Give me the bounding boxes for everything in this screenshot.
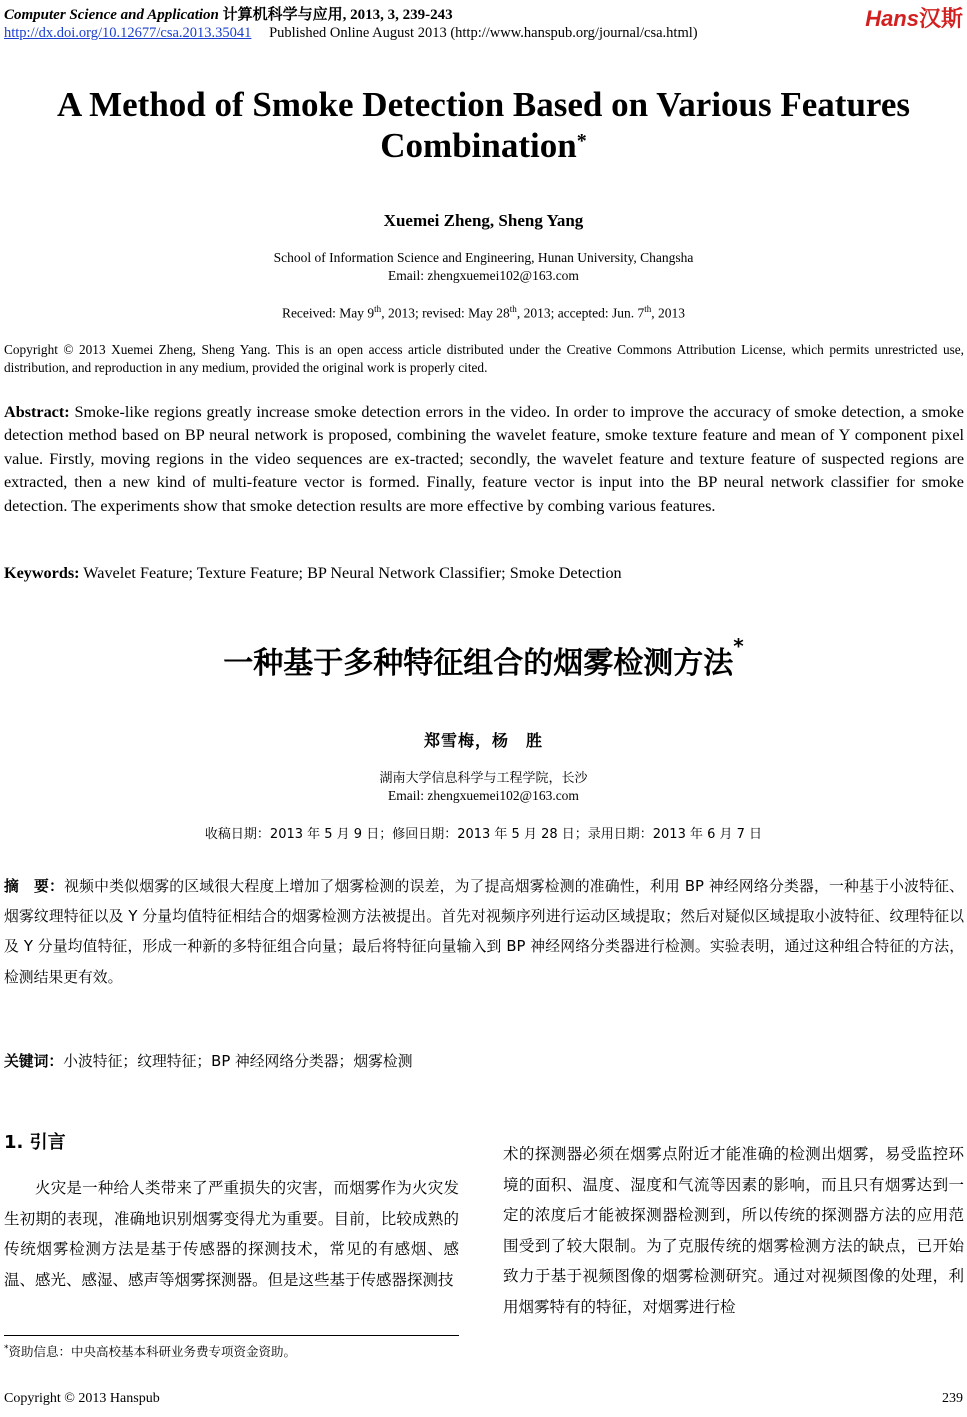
chinese-abstract-label: 摘 要：	[4, 878, 65, 895]
section-heading-introduction: 1. 引言	[4, 1132, 66, 1153]
english-email: Email: zhengxuemei102@163.com	[388, 268, 579, 283]
chinese-keywords	[4, 1050, 964, 1071]
abstract-label: Abstract:	[4, 403, 70, 421]
footnote-divider	[4, 1335, 459, 1336]
body-right-column: 术的探测器必须在烟雾点附近才能准确的检测出烟雾，易受监控环境的面积、温度、湿度和气流等因素的影响，而且只有烟雾达到一定的浓度后才能被探测器检测到，所以传统的探测器方法的应用范围受到了较大限制。为了克服传统的烟雾检测方法的缺点，已开始致力于基于视频图像的烟雾检测研究。通过对视频图像的处理，利用烟雾特有的特征，对烟雾进行检	[503, 1145, 964, 1316]
ordinal-suffix: th	[509, 304, 517, 314]
funding-footnote	[4, 1342, 296, 1360]
title-footnote-mark: *	[576, 130, 587, 152]
footnote-text: 资助信息：中央高校基本科研业务费专项资金资助。	[8, 1344, 297, 1359]
logo-text-en: Hans	[865, 6, 919, 31]
copyright-notice: Copyright © 2013 Xuemei Zheng, Sheng Yang. This is an open access article distributed under the Creative Commons Attribution License, which permits unrestricted use, distribution, and reproduction in any medium, provided the original work is properly cited.	[4, 342, 964, 375]
published-info: Published Online August 2013 (http://www.hanspub.org/journal/csa.html)	[269, 25, 698, 41]
chinese-keywords-label: 关键词：	[4, 1053, 64, 1070]
english-affiliation: School of Information Science and Engineering, Hunan University, Changsha	[273, 250, 694, 265]
volume-info: , 2013, 3, 239-243	[342, 7, 453, 23]
chinese-dates: 收稿日期：2013 年 5 月 9 日；修回日期：2013 年 5 月 28 日；录用日期：2013 年 6 月 7 日	[204, 827, 763, 842]
body-left-column: 火灾是一种给人类带来了严重损失的灾害，而烟雾作为火灾发生初期的表现，准确地识别烟雾变得尤为重要。目前，比较成熟的传统烟雾检测方法是基于传感器的探测技术，常见的有感烟、感温、感光、感湿、感声等烟雾探测器。但是这些基于传感器探测技	[4, 1179, 459, 1289]
journal-name-en: Computer Science and Application	[4, 7, 219, 23]
ordinal-suffix: th	[374, 304, 382, 314]
chinese-abstract	[4, 872, 964, 993]
journal-header	[4, 3, 453, 24]
journal-name-cn: 计算机科学与应用	[222, 7, 343, 23]
abstract-text: Smoke-like regions greatly increase smoke detection errors in the video. In order to improve the accuracy of smoke detection, a smoke detection method based on BP neural network is proposed, combining the wavelet feature, smoke texture feature and mean of Y component pixel value. Firstly, moving regions in the video sequences are ex-tracted; secondly, the wavelet feature and texture feature of suspected regions are extracted, then a new kind of multi-feature vector is formed. Finally, feature vector is input into the BP neural network classifier for smoke detection. The experiments show that smoke detection results are more effective by combing various features.	[4, 403, 964, 515]
chinese-keywords-text: 小波特征；纹理特征；BP 神经网络分类器；烟雾检测	[63, 1053, 413, 1070]
chinese-title	[0, 634, 967, 682]
page-number: 239	[942, 1391, 963, 1406]
english-keywords	[4, 564, 964, 583]
ordinal-suffix: th	[644, 304, 652, 314]
publisher-logo	[865, 2, 963, 33]
received-part: Received: May 9	[281, 305, 375, 321]
keywords-label: Keywords:	[4, 564, 80, 582]
footer-copyright: Copyright © 2013 Hanspub	[4, 1391, 160, 1406]
chinese-email: Email: zhengxuemei102@163.com	[388, 788, 579, 803]
chinese-abstract-text: 视频中类似烟雾的区域很大程度上增加了烟雾检测的误差，为了提高烟雾检测的准确性，利用 BP 神经网络分类器，一种基于小波特征、烟雾纹理特征以及 Y 分量均值特征相结合的烟雾检测方法被提出。首先对视频序列进行运动区域提取；然后对疑似区域提取小波特征、纹理特征以及 Y 分量均值特征，形成一种新的多特征组合向量；最后将特征向量输入到 BP 神经网络分类器进行检测。实验表明，通过这种组合特征的方法，检测结果更有效。	[4, 878, 964, 986]
english-abstract	[4, 401, 964, 518]
revised-part: , 2013; revised: May 28	[381, 305, 510, 321]
doi-link[interactable]: http://dx.doi.org/10.12677/csa.2013.35041	[4, 25, 252, 41]
logo-text-cn: 汉斯	[918, 6, 963, 31]
chinese-title-mark: *	[733, 634, 744, 658]
year-part: , 2013	[651, 305, 686, 321]
accepted-part: , 2013; accepted: Jun. 7	[516, 305, 645, 321]
received-dates	[0, 304, 967, 322]
english-title-line1: A Method of Smoke Detection Based on Various Features	[57, 85, 910, 124]
chinese-title-text: 一种基于多种特征组合的烟雾检测方法	[223, 646, 734, 681]
footnote-mark: *	[4, 1343, 9, 1354]
english-authors: Xuemei Zheng, Sheng Yang	[383, 211, 584, 230]
chinese-affiliation: 湖南大学信息科学与工程学院，长沙	[379, 771, 588, 786]
chinese-authors: 郑雪梅，杨 胜	[423, 731, 543, 750]
keywords-text: Wavelet Feature; Texture Feature; BP Neural Network Classifier; Smoke Detection	[83, 564, 622, 582]
doi-line	[4, 25, 698, 42]
english-title	[0, 84, 967, 166]
english-title-line2: Combination	[380, 126, 577, 165]
